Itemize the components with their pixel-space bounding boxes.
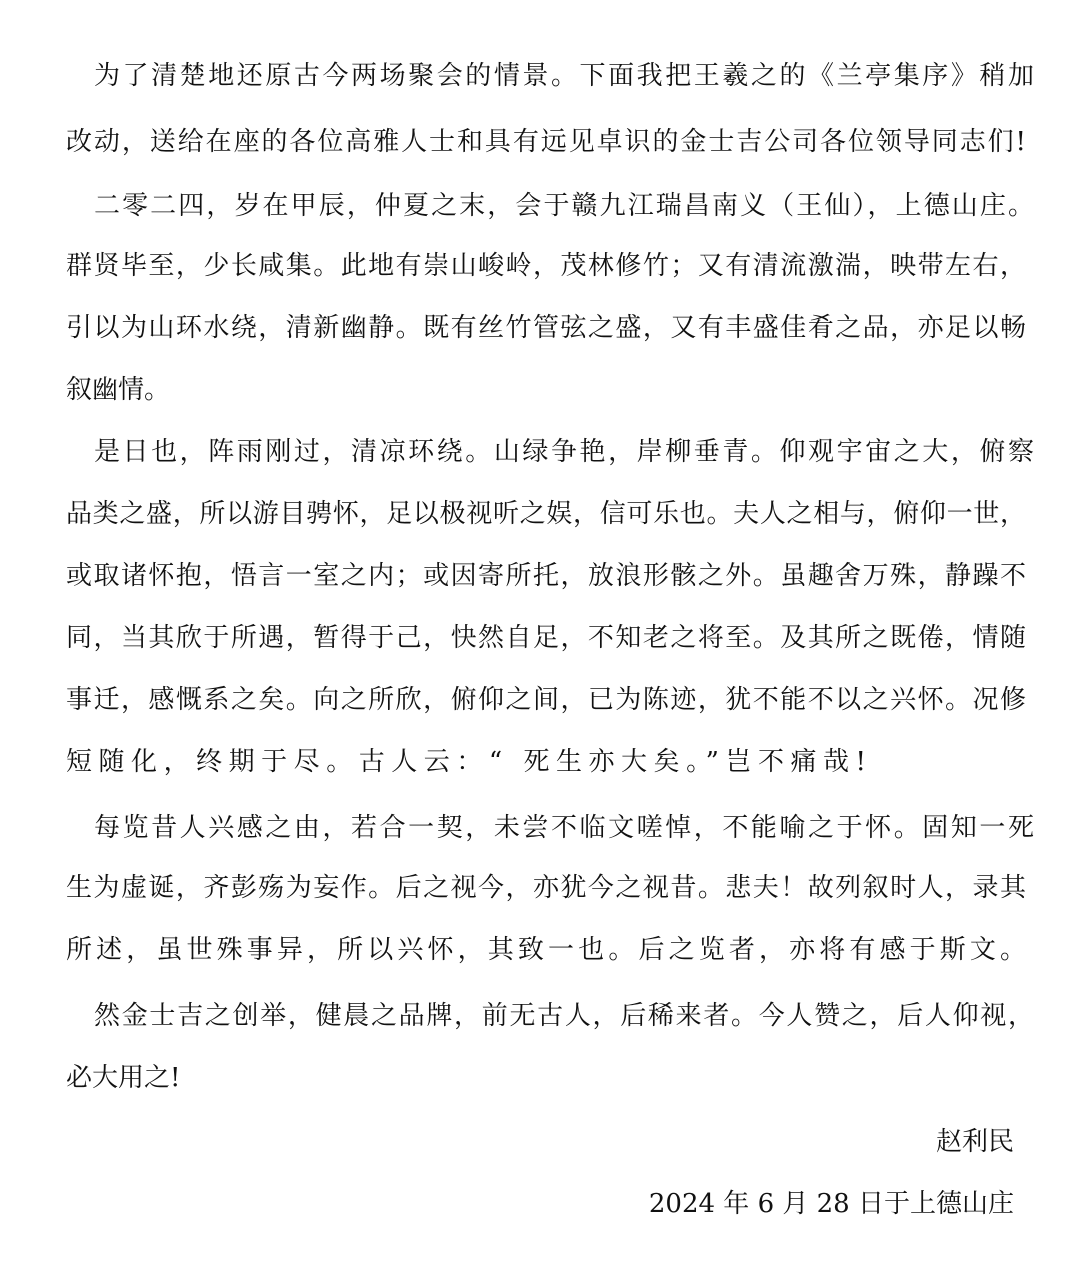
date-place: 2024 年 6 月 28 日于上德山庄 bbox=[648, 1189, 1014, 1219]
text-line-4: 群贤毕至，少长咸集。此地有崇山峻岭，茂林修竹；又有清流激湍，映带左右， bbox=[66, 251, 1028, 281]
text-line-6: 叙幽情。 bbox=[66, 375, 171, 405]
text-line-8: 品类之盛，所以游目骋怀，足以极视听之娱，信可乐也。夫人之相与，俯仰一世， bbox=[66, 499, 1027, 529]
author-signature: 赵利民 bbox=[935, 1127, 1014, 1157]
text-line-17: 必大用之! bbox=[66, 1063, 181, 1093]
text-line-1: 为了清楚地还原古今两场聚会的情景。下面我把王羲之的《兰亭集序》稍加 bbox=[94, 61, 1037, 91]
text-line-2: 改动，送给在座的各位高雅人士和具有远见卓识的金士吉公司各位领导同志们! bbox=[66, 127, 1028, 157]
text-line-7: 是日也，阵雨刚过，清凉环绕。山绿争艳，岸柳垂青。仰观宇宙之大，俯察 bbox=[94, 437, 1037, 467]
text-line-10: 同，当其欣于所遇，暂得于己，快然自足，不知老之将至。及其所之既倦，情随 bbox=[66, 623, 1028, 653]
text-line-13: 每览昔人兴感之由，若合一契，未尝不临文嗟悼，不能喻之于怀。固知一死 bbox=[94, 813, 1037, 843]
text-line-15: 所述，虽世殊事异，所以兴怀，其致一也。后之览者，亦将有感于斯文。 bbox=[66, 935, 1031, 965]
text-line-3: 二零二四，岁在甲辰，仲夏之末，会于赣九江瑞昌南义（王仙），上德山庄。 bbox=[94, 191, 1037, 221]
text-line-9: 或取诸怀抱，悟言一室之内；或因寄所托，放浪形骸之外。虽趣舍万殊，静躁不 bbox=[66, 561, 1028, 591]
text-line-11: 事迁，感慨系之矣。向之所欣，俯仰之间，已为陈迹，犹不能不以之兴怀。况修 bbox=[66, 685, 1028, 715]
text-line-12: 短随化，终期于尽。古人云：“ 死生亦大矣。”岂不痛哉! bbox=[66, 747, 873, 777]
text-line-14: 生为虚诞，齐彭殇为妄作。后之视今，亦犹今之视昔。悲夫！故列叙时人，录其 bbox=[66, 873, 1028, 903]
text-line-16: 然金士吉之创举，健晨之品牌，前无古人，后稀来者。今人赞之，后人仰视， bbox=[94, 1001, 1036, 1031]
text-line-5: 引以为山环水绕，清新幽静。既有丝竹管弦之盛，又有丰盛佳肴之品，亦足以畅 bbox=[66, 313, 1028, 343]
